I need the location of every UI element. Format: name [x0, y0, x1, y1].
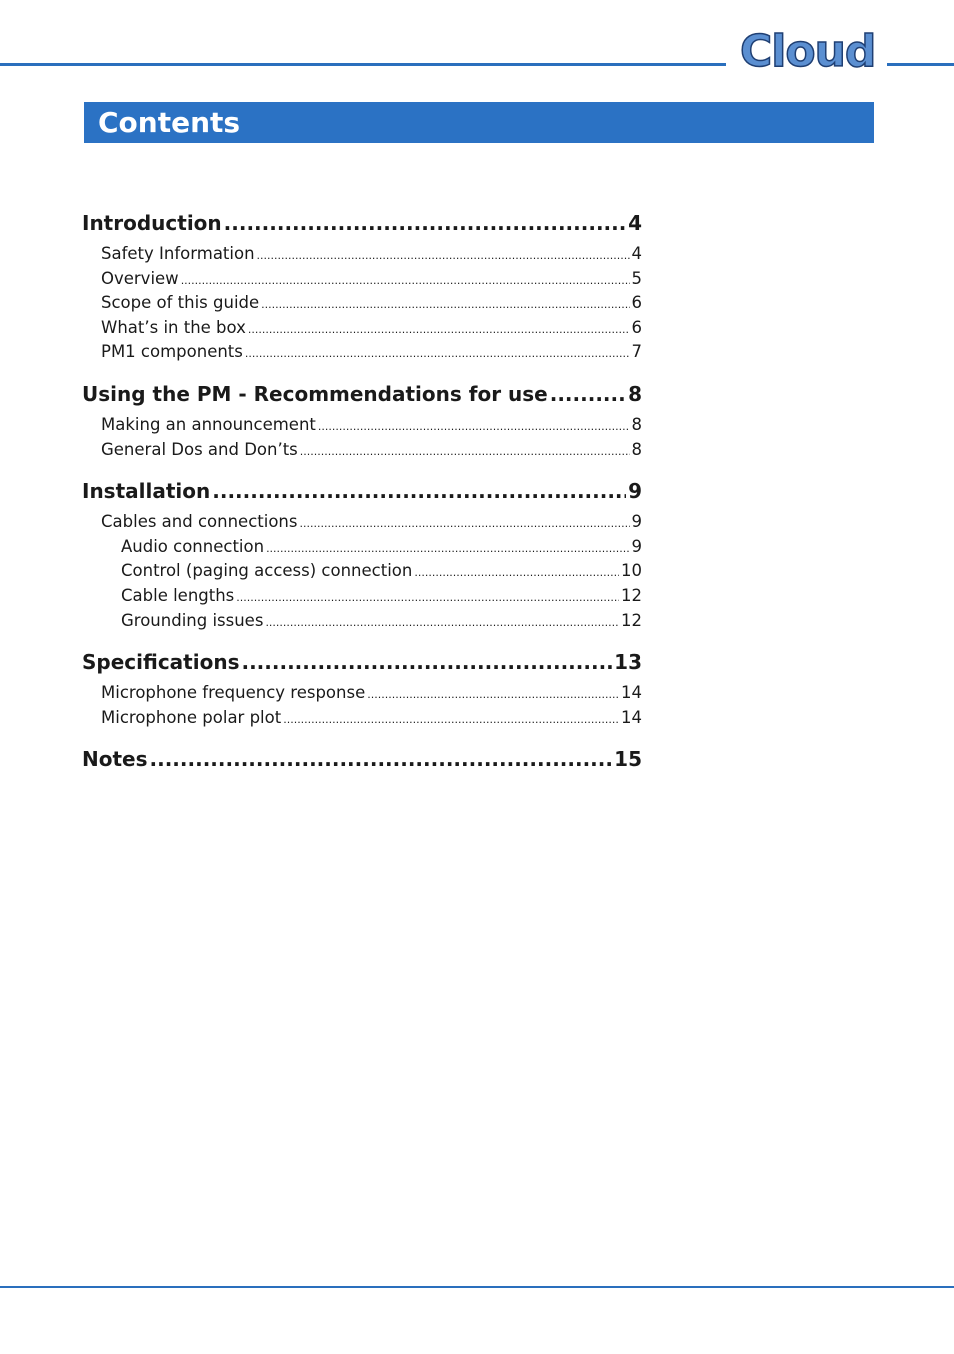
toc-entry-polar-plot[interactable] [82, 706, 642, 731]
toc-entry-title: Safety Information [101, 244, 255, 263]
toc-entry-overview[interactable] [82, 267, 642, 292]
toc-entry-title: Audio connection [121, 536, 265, 556]
toc-leader-dots [257, 244, 630, 269]
logo-text: Cloud [740, 26, 876, 74]
toc-leader-dots [550, 379, 626, 409]
header-rule-left [0, 63, 726, 66]
toc-entry-page: 4 [628, 211, 642, 235]
toc-entry-installation[interactable] [82, 476, 642, 506]
toc-entry-title: Introduction [82, 211, 222, 235]
toc-entry-title: Specifications [82, 650, 240, 675]
toc-entry-dos-and-donts[interactable] [82, 438, 642, 463]
toc-leader-dots [300, 440, 630, 465]
toc-entry-page: 14 [621, 707, 642, 727]
contents-banner [84, 102, 874, 143]
toc-entry-page: 7 [631, 342, 642, 362]
toc-leader-dots [318, 415, 630, 440]
page-title: Contents [98, 106, 241, 139]
toc-entry-page: 5 [631, 268, 642, 288]
toc-entry-control-connection[interactable] [82, 559, 642, 584]
toc-entry-safety-information[interactable] [82, 242, 642, 267]
toc-entry-page: 14 [621, 683, 642, 703]
toc-entry-frequency-response[interactable] [82, 681, 642, 706]
toc-entry-title: What’s in the box [101, 317, 246, 337]
toc-entry-page: 8 [631, 439, 642, 459]
toc-leader-dots [299, 512, 629, 537]
toc-entry-title: Microphone polar plot [101, 707, 282, 727]
toc-entry-title: Notes [82, 747, 148, 772]
toc-entry-title: Using the PM - Recommendations for use [82, 381, 548, 406]
toc-entry-title: Making an announcement [101, 414, 316, 434]
toc-entry-introduction[interactable] [82, 208, 642, 238]
toc-entry-title: Microphone frequency response [101, 683, 366, 703]
toc-entry-title: Overview [101, 268, 179, 288]
toc-entry-title: General Dos and Don’ts [101, 439, 298, 459]
toc-entry-making-an-announcement[interactable] [82, 413, 642, 438]
toc-entry-whats-in-the-box[interactable] [82, 316, 642, 341]
toc-entry-page: 9 [628, 479, 642, 504]
toc-entry-cables-and-connections[interactable] [82, 510, 642, 535]
toc-entry-grounding-issues[interactable] [82, 609, 642, 634]
toc-entry-title: Cables and connections [101, 512, 298, 532]
toc-entry-page: 12 [621, 610, 642, 630]
toc-entry-title: PM1 components [101, 342, 243, 362]
toc-entry-page: 9 [631, 536, 642, 556]
toc-entry-notes[interactable] [82, 744, 642, 774]
toc-entry-audio-connection[interactable] [82, 535, 642, 560]
toc-leader-dots [245, 342, 630, 367]
toc-entry-using-the-pm[interactable] [82, 379, 642, 409]
toc-entry-title: Installation [82, 479, 211, 504]
toc-entry-title: Grounding issues [121, 610, 264, 630]
toc-leader-dots [181, 269, 630, 294]
toc-entry-page: 6 [631, 293, 642, 313]
table-of-contents [82, 208, 642, 778]
toc-leader-dots [224, 208, 626, 238]
toc-entry-cable-lengths[interactable] [82, 584, 642, 609]
toc-leader-dots [236, 586, 619, 611]
toc-leader-dots [367, 683, 619, 708]
toc-entry-page: 4 [631, 244, 642, 263]
toc-leader-dots [212, 476, 626, 506]
toc-entry-title: Control (paging access) connection [121, 561, 413, 581]
toc-leader-dots [414, 561, 619, 586]
header-rule-right [887, 63, 954, 66]
toc-entry-scope[interactable] [82, 291, 642, 316]
toc-leader-dots [265, 611, 619, 636]
toc-entry-title: Cable lengths [121, 585, 235, 605]
cloud-logo [738, 26, 878, 74]
toc-leader-dots [261, 293, 629, 318]
toc-entry-page: 9 [631, 512, 642, 532]
toc-entry-page: 13 [614, 650, 642, 675]
toc-entry-page: 10 [621, 561, 642, 581]
toc-leader-dots [283, 708, 619, 733]
toc-leader-dots [150, 744, 613, 774]
toc-entry-page: 8 [628, 381, 642, 406]
toc-leader-dots [266, 537, 629, 562]
toc-entry-pm1-components[interactable] [82, 340, 642, 365]
toc-entry-page: 15 [614, 747, 642, 772]
footer-rule [0, 1286, 954, 1288]
toc-entry-specifications[interactable] [82, 647, 642, 677]
toc-entry-page: 12 [621, 585, 642, 605]
toc-leader-dots [248, 318, 630, 343]
toc-leader-dots [241, 647, 612, 677]
toc-entry-page: 6 [631, 317, 642, 337]
toc-entry-page: 8 [631, 414, 642, 434]
toc-entry-title: Scope of this guide [101, 293, 260, 313]
